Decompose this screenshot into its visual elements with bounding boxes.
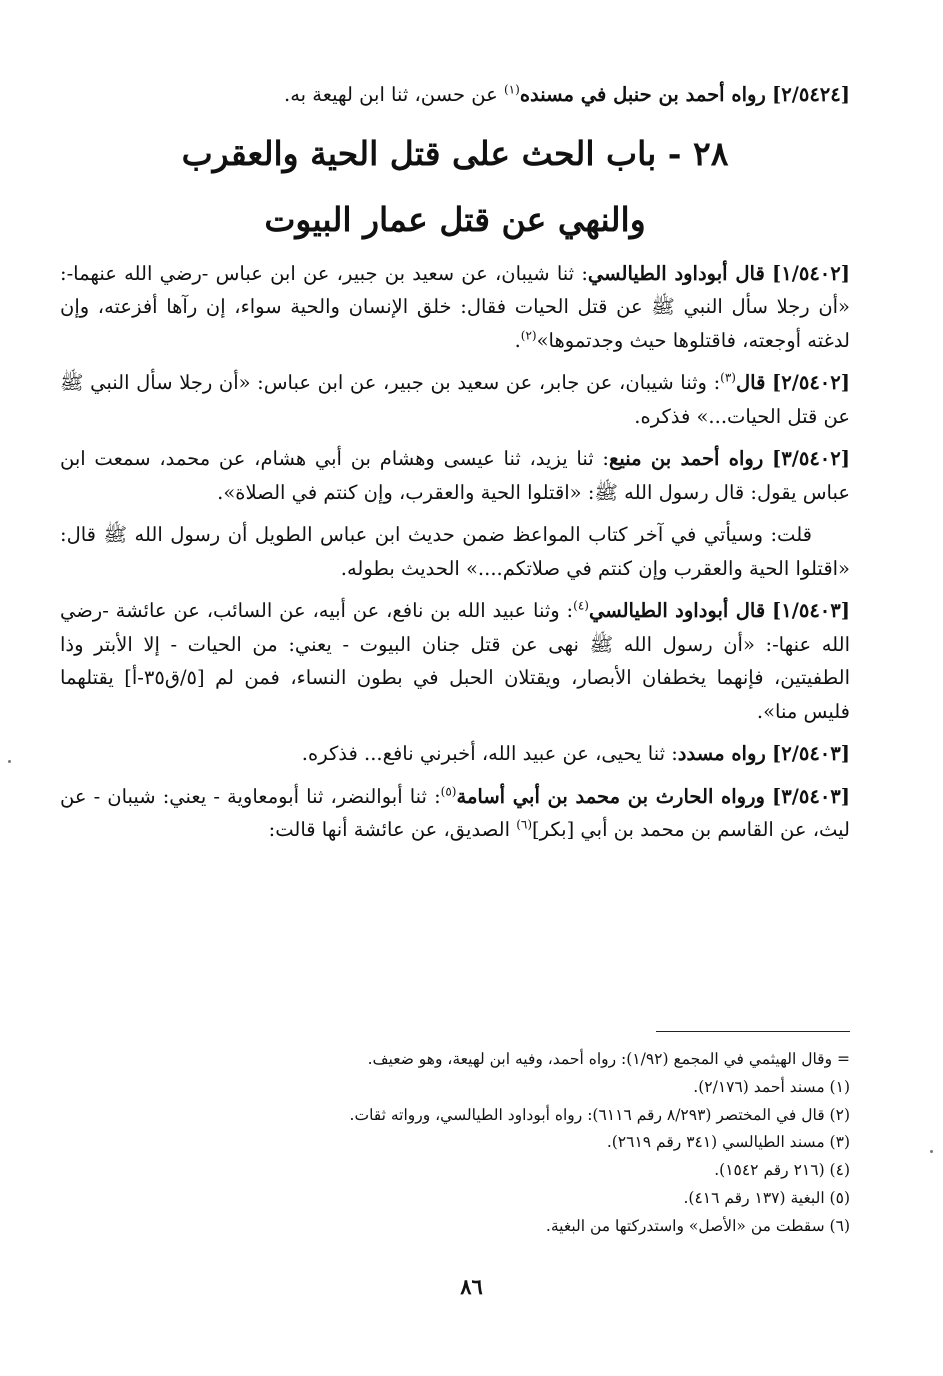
hadith-text: : وثنا عبيد الله بن نافع، عن أبيه، عن السائب، عن عائشة -رضي الله عنها-: «أن رسول الله ﷺ نهى عن قتل جنان البيوت - يعني: من الحيات - إلا الأبتر وذا الطفيتين، فإنهما يخطفان الأبصار، ويقتلان الحبل في بطون النساء، فمن لم [٥/ق٣٥-أ] يقتلهما فليس منا». <box>60 599 850 723</box>
hadith-entry <box>60 780 850 847</box>
page-body <box>60 78 850 856</box>
hadith-entry <box>60 442 850 509</box>
hadith-tail: الصديق، عن عائشة أنها قالت: <box>268 818 517 841</box>
footnote: (٥) البغية (١٣٧ رقم ٤١٦). <box>683 1188 850 1207</box>
hadith-ref: [١/٥٤٠٢] <box>772 261 850 285</box>
chapter-title-line-1: ٢٨ - باب الحث على قتل الحية والعقرب <box>181 133 729 173</box>
hadith-text: : ثنا شيبان، عن سعيد بن جبير، عن ابن عباس -رضي الله عنهما-: «أن رجلا سأل النبي ﷺ عن قتل الحيات فقال: خلق الإنسان والحية سواء، إن رآها أفزعته، وإن لدغته أوجعته، فاقتلوها حيث وجدتموها» <box>60 261 850 352</box>
footnote: = وقال الهيثمي في المجمع (١/٩٢): رواه أحمد، وفيه ابن لهيعة، وهو ضعيف. <box>367 1050 850 1068</box>
narrator: رواه مسدد <box>677 742 766 765</box>
hadith-ref: [١/٥٤٠٣] <box>772 599 850 622</box>
hadith-entry <box>60 257 850 358</box>
footnote-divider <box>656 1031 850 1032</box>
footnote-marker: (٦) <box>516 817 533 832</box>
hadith-entry <box>60 594 850 728</box>
narrator: رواه أحمد بن حنبل في مسنده <box>519 83 766 106</box>
footnote: (١) مسند أحمد (٢/١٧٦). <box>693 1077 850 1096</box>
narrator: قال أبوداود الطيالسي <box>587 261 765 285</box>
hadith-ref: [٢/٥٤٠٢] <box>772 371 850 394</box>
narrator: رواه أحمد بن منيع <box>608 447 764 470</box>
hadith-ref: [٣/٥٤٠٢] <box>772 447 850 470</box>
page-number: ٨٦ <box>460 1274 483 1299</box>
footnote-marker: (١) <box>503 82 520 97</box>
hadith-text: عن حسن، ثنا ابن لهيعة به. <box>284 83 504 106</box>
footnote-marker: (٥) <box>440 784 457 798</box>
footnote-marker: (٢) <box>520 328 537 342</box>
scan-speck <box>8 760 11 763</box>
footnote: (٦) سقطت من «الأصل» واستدركتها من البغية. <box>545 1216 850 1235</box>
footnotes <box>60 1046 850 1241</box>
footnote: (٤) (٢١٦ رقم ١٥٤٢). <box>714 1161 850 1180</box>
narrator: قال أبوداود الطيالسي <box>588 599 766 622</box>
footnote: (٣) مسند الطيالسي (٣٤١ رقم ٢٦١٩). <box>606 1133 850 1152</box>
hadith-text: : ثنا يحيى، عن عبيد الله، أخبرني نافع... فذكره. <box>301 742 678 765</box>
editor-note: قلت: وسيأتي في آخر كتاب المواعظ ضمن حديث ابن عباس الطويل أن رسول الله ﷺ قال: «اقتلوا الحية والعقرب وإن كنتم في صلاتكم....» الحديث بطوله. <box>60 523 850 580</box>
hadith-ref: [٣/٥٤٠٣] <box>772 784 851 808</box>
narrator: قال <box>735 371 766 394</box>
chapter-title-line-2: والنهي عن قتل عمار البيوت <box>264 199 646 239</box>
narrator: ورواه الحارث بن محمد بن أبي أسامة <box>456 784 765 808</box>
hadith-ref: [٢/٥٤٢٤] <box>772 83 850 106</box>
hadith-entry <box>60 737 850 771</box>
hadith-text: : وثنا شيبان، عن جابر، عن سعيد بن جبير، عن ابن عباس: «أن رجلا سأل النبي ﷺ عن قتل الحيات...» فذكره. <box>60 371 850 428</box>
footnote-marker: (٣) <box>720 370 736 385</box>
scan-speck <box>930 1150 933 1153</box>
hadith-entry <box>60 366 850 433</box>
footnote: (٢) قال في المختصر (٨/٢٩٣ رقم ٦١١٦): رواه أبوداود الطيالسي، ورواته ثقات. <box>349 1105 850 1124</box>
hadith-tail: . <box>514 328 521 352</box>
footnote-marker: (٤) <box>573 598 589 613</box>
hadith-text: : ثنا أبوالنضر، ثنا أبومعاوية - يعني: شيبان - عن ليث، عن القاسم بن محمد بن أبي [بكر] <box>60 784 850 841</box>
hadith-ref: [٢/٥٤٠٣] <box>772 742 850 765</box>
hadith-text: : ثنا يزيد، ثنا عيسى وهشام بن أبي هشام، عن محمد، سمعت ابن عباس يقول: قال رسول الله ﷺ: «اقتلوا الحية والعقرب، وإن كنتم في الصلاة». <box>60 447 850 504</box>
header-paragraph <box>60 78 850 112</box>
